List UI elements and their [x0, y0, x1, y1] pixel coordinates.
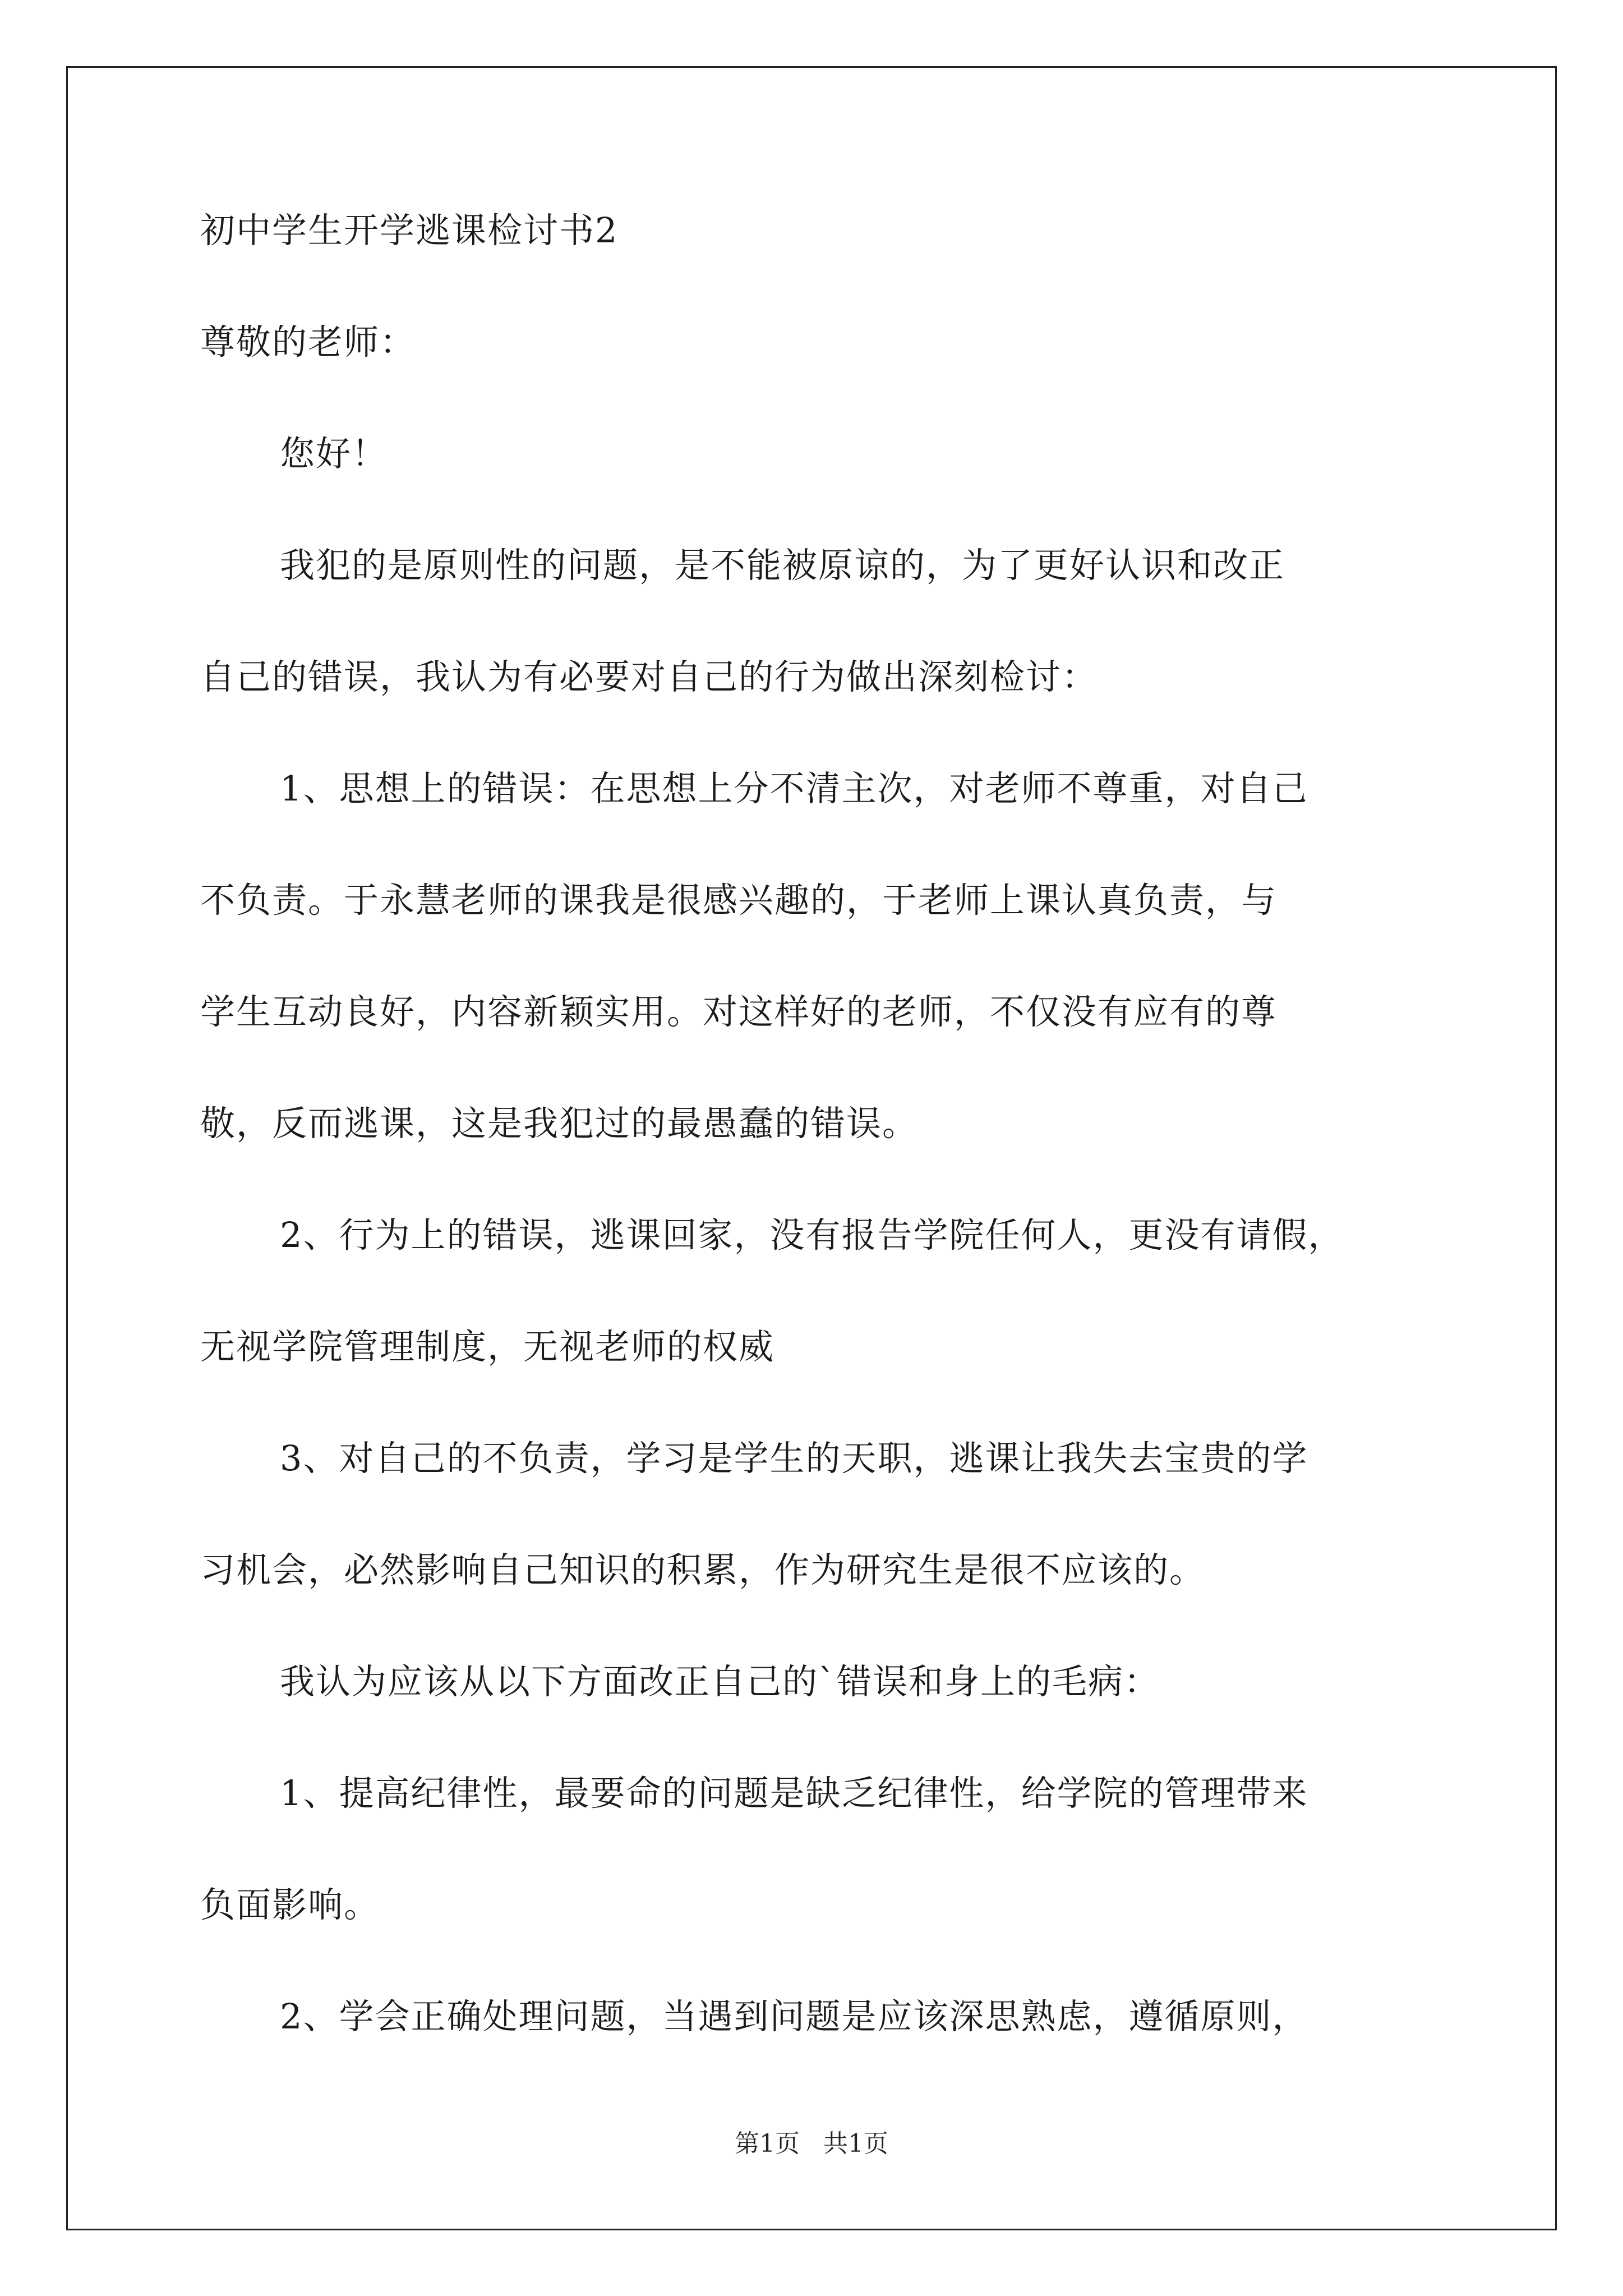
text-line: 1、思想上的错误：在思想上分不清主次，对老师不尊重，对自己	[280, 768, 1308, 809]
salutation: 尊敬的老师：	[200, 321, 416, 362]
document-title: 初中学生开学逃课检讨书2	[200, 210, 619, 251]
text-line: 学生互动良好，内容新颖实用。对这样好的老师，不仅没有应有的尊	[200, 991, 1278, 1032]
text-line: 习机会，必然影响自己知识的积累，作为研究生是很不应该的。	[200, 1549, 1206, 1590]
text-line: 2、学会正确处理问题，当遇到问题是应该深思熟虑，遵循原则，	[280, 1996, 1308, 2037]
text-line: 敬，反而逃课，这是我犯过的最愚蠢的错误。	[200, 1103, 919, 1144]
text-line: 3、对自己的不负责，学习是学生的天职，逃课让我失去宝贵的学	[280, 1438, 1308, 1479]
text-line: 1、提高纪律性，最要命的问题是缺乏纪律性，给学院的管理带来	[280, 1773, 1308, 1814]
text-line: 无视学院管理制度，无视老师的权威	[200, 1326, 775, 1367]
text-line: 您好！	[280, 433, 388, 474]
text-line: 我犯的是原则性的问题，是不能被原谅的，为了更好认识和改正	[280, 545, 1285, 586]
page-total: 共1页	[823, 2129, 888, 2158]
text-line: 负面影响。	[200, 1884, 380, 1925]
page-footer	[0, 2129, 1623, 2158]
body-paragraphs	[200, 433, 1423, 2037]
document-body	[200, 210, 1423, 2111]
text-line: 自己的错误，我认为有必要对自己的行为做出深刻检讨：	[200, 656, 1098, 697]
text-line: 我认为应该从以下方面改正自己的`错误和身上的毛病：	[280, 1661, 1160, 1702]
text-line: 不负责。于永慧老师的课我是很感兴趣的，于老师上课认真负责，与	[200, 880, 1278, 921]
text-line: 2、行为上的错误，逃课回家，没有报告学院任何人，更没有请假，	[280, 1214, 1344, 1255]
page-number: 第1页	[735, 2129, 800, 2158]
